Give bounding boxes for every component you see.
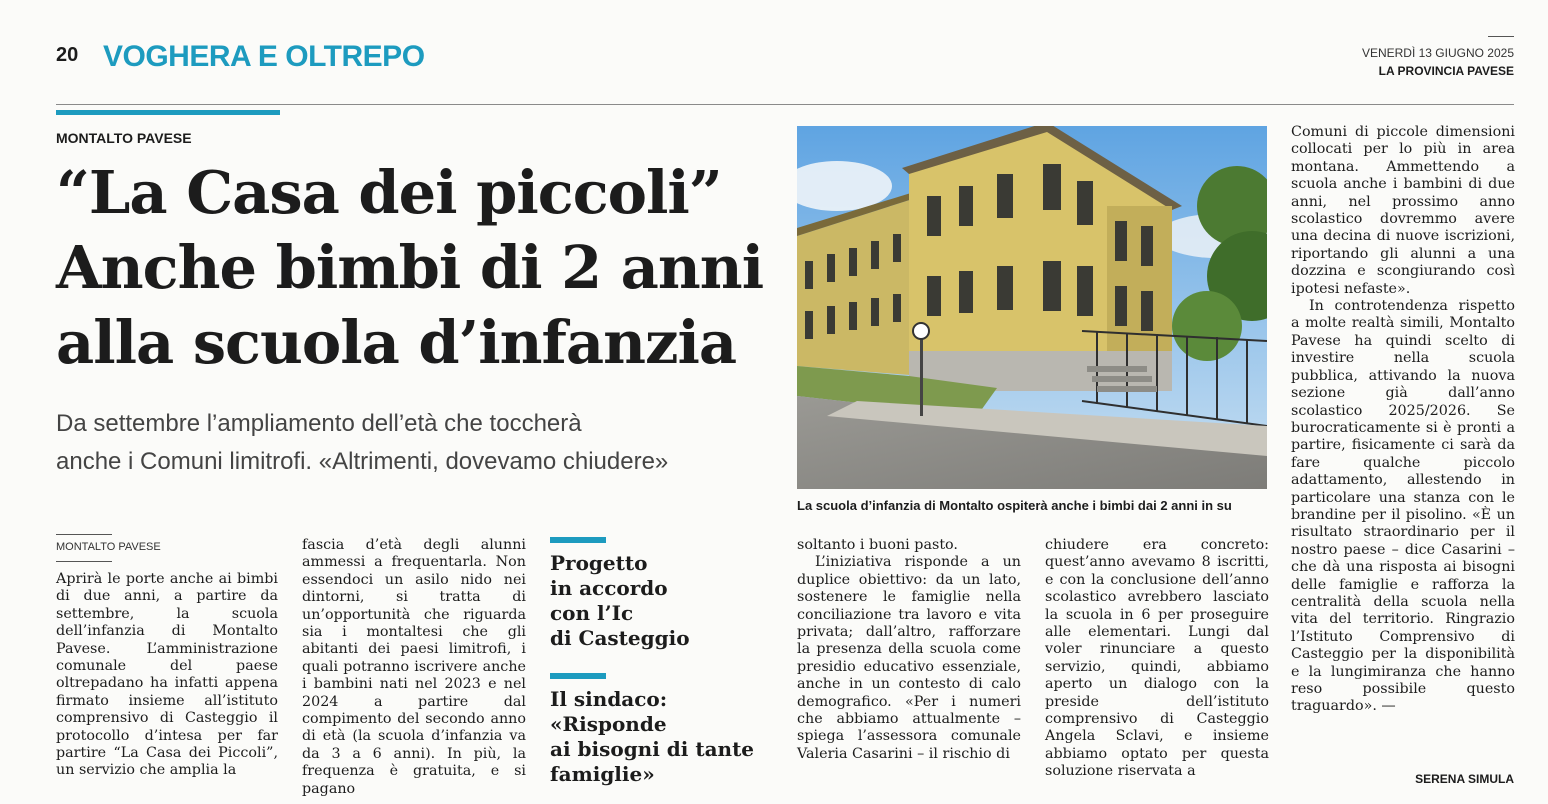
sidebar-2-line-2: «Risponde	[550, 712, 667, 736]
kicker: MONTALTO PAVESE	[56, 130, 192, 146]
column-3-para-2: L’iniziativa risponde a un duplice obiettivo: da un lato, sostenere le famiglie nella conciliazione tra lavoro e vita privata; dall’altro, rafforzare la presenza della scuola come presidio educativo essenziale, anche in un contesto di calo demografico. «Per i numeri che abbiamo attualmente – spiega l’assessora comunale Valeria Casarini – il rischio di	[797, 554, 1021, 762]
deck-line-1: Da settembre l’ampliamento dell’età che toccherà	[56, 410, 582, 437]
issue-date: VENERDÌ 13 GIUGNO 2025	[1361, 46, 1514, 60]
section-title: VOGHERA E OLTREPO	[103, 40, 425, 73]
column-4-text: chiudere era concreto: quest’anno avevamo 8 iscritti, e con la conclusione dell’anno scolastico avrebbero lasciato la scuola in 6 per proseguire alle elementari. Lungi dal voler rinunciare a questo servizio, quindi, abbiamo aperto un dialogo con la preside dell’istituto comprensivo di Casteggio Angela Sclavi, e insieme abbiamo optato per questa soluzione riservata a	[1045, 537, 1269, 780]
article-column-3	[797, 537, 1021, 763]
column-1-text: Aprirà le porte anche ai bimbi di due anni, a partire da settembre, la scuola dell’infanzia di Montalto Pavese. L’amministrazione comunale del paese oltrepadano ha infatti appena firmato insieme all’istituto comprensivo di Casteggio il protocollo d’intesa per far partire “La Casa dei Piccoli”, un servizio che amplia la	[56, 571, 278, 779]
article-column-2	[302, 537, 526, 798]
header-divider-right	[1488, 36, 1514, 37]
sidebar-1-line-3: con l’Ic	[550, 601, 634, 625]
sidebar-highlight-2	[550, 687, 780, 787]
column-2-text: fascia d’età degli alunni ammessi a frequentarla. Non essendoci un asilo nido nei dintorni, si tratta di un’opportunità che riguarda sia i montaltesi che gli abitanti dei paesi limitrofi, i quali potranno iscrivere anche i bambini nati nel 2023 e nel 2024 a partire dal compimento del secondo anno di età (la scuola d’infanzia va da 3 a 6 anni). In più, la frequenza è gratuita, e si pagano	[302, 537, 526, 797]
photo-caption: La scuola d’infanzia di Montalto ospiterà anche i bimbi dai 2 anni in su	[797, 498, 1232, 513]
place-rule-top	[56, 534, 112, 535]
sidebar-2-line-1: Il sindaco:	[550, 687, 668, 711]
column-5-para-2: In controtendenza rispetto a molte realtà simili, Montalto Pavese ha quindi scelto di investire nella scuola pubblica, attivando la nuova sezione già dall’anno scolastico 2025/2026. Se burocraticamente si è pronti a partire, fisicamente ci sarà da fare qualche piccolo adattamento, allestendo in particolare una stanza con le brandine per il pisolino. «È un risultato straordinario per il nostro paese – dice Casarini – che dà una risposta ai bisogni delle famiglie e rafforza la centralità della scuola nella vita del territorio. Ringrazio l’Istituto Comprensivo di Casteggio per la disponibilità e la lungimiranza che hanno reso possibile questo traguardo». —	[1291, 298, 1515, 715]
sidebar-2-line-3: ai bisogni di tante	[550, 737, 755, 761]
page-number: 20	[56, 44, 79, 66]
newspaper-name: LA PROVINCIA PAVESE	[1378, 64, 1514, 78]
headline-line-1: “La Casa dei piccoli”	[56, 158, 722, 227]
sidebar-1-line-4: di Casteggio	[550, 626, 690, 650]
headline-line-2: Anche bimbi di 2 anni	[56, 233, 764, 302]
sidebar-bar-2	[550, 673, 606, 679]
headline	[56, 155, 791, 380]
dateline: MONTALTO PAVESE	[56, 541, 161, 553]
sidebar-2-line-4: famiglie»	[550, 762, 655, 786]
headline-line-3: alla scuola d’infanzia	[56, 308, 737, 377]
sidebar-highlight-1	[550, 551, 760, 651]
article-column-1	[56, 571, 278, 780]
header-rule	[56, 104, 1514, 105]
accent-bar	[56, 110, 280, 115]
deck-line-2: anche i Comuni limitrofi. «Altrimenti, dovevamo chiudere»	[56, 448, 669, 475]
author-byline: SERENA SIMULA	[1415, 772, 1514, 786]
deck	[56, 405, 786, 481]
place-rule-bottom	[56, 561, 112, 562]
sidebar-1-line-1: Progetto	[550, 551, 648, 575]
article-column-5	[1291, 124, 1515, 716]
column-3-para-1: soltanto i buoni pasto.	[797, 537, 958, 553]
column-5-para-1: Comuni di piccole dimensioni collocati per lo più in area montana. Ammettendo a scuola anche i bambini di due anni, nel prossimo anno scolastico dovremmo avere una decina di nuove iscrizioni, riportando gli alunni a una dozzina e scongiurando così ipotesi nefaste».	[1291, 124, 1515, 297]
article-column-4	[1045, 537, 1269, 781]
sidebar-bar-1	[550, 537, 606, 543]
school-photo	[797, 126, 1267, 489]
sidebar-1-line-2: in accordo	[550, 576, 668, 600]
